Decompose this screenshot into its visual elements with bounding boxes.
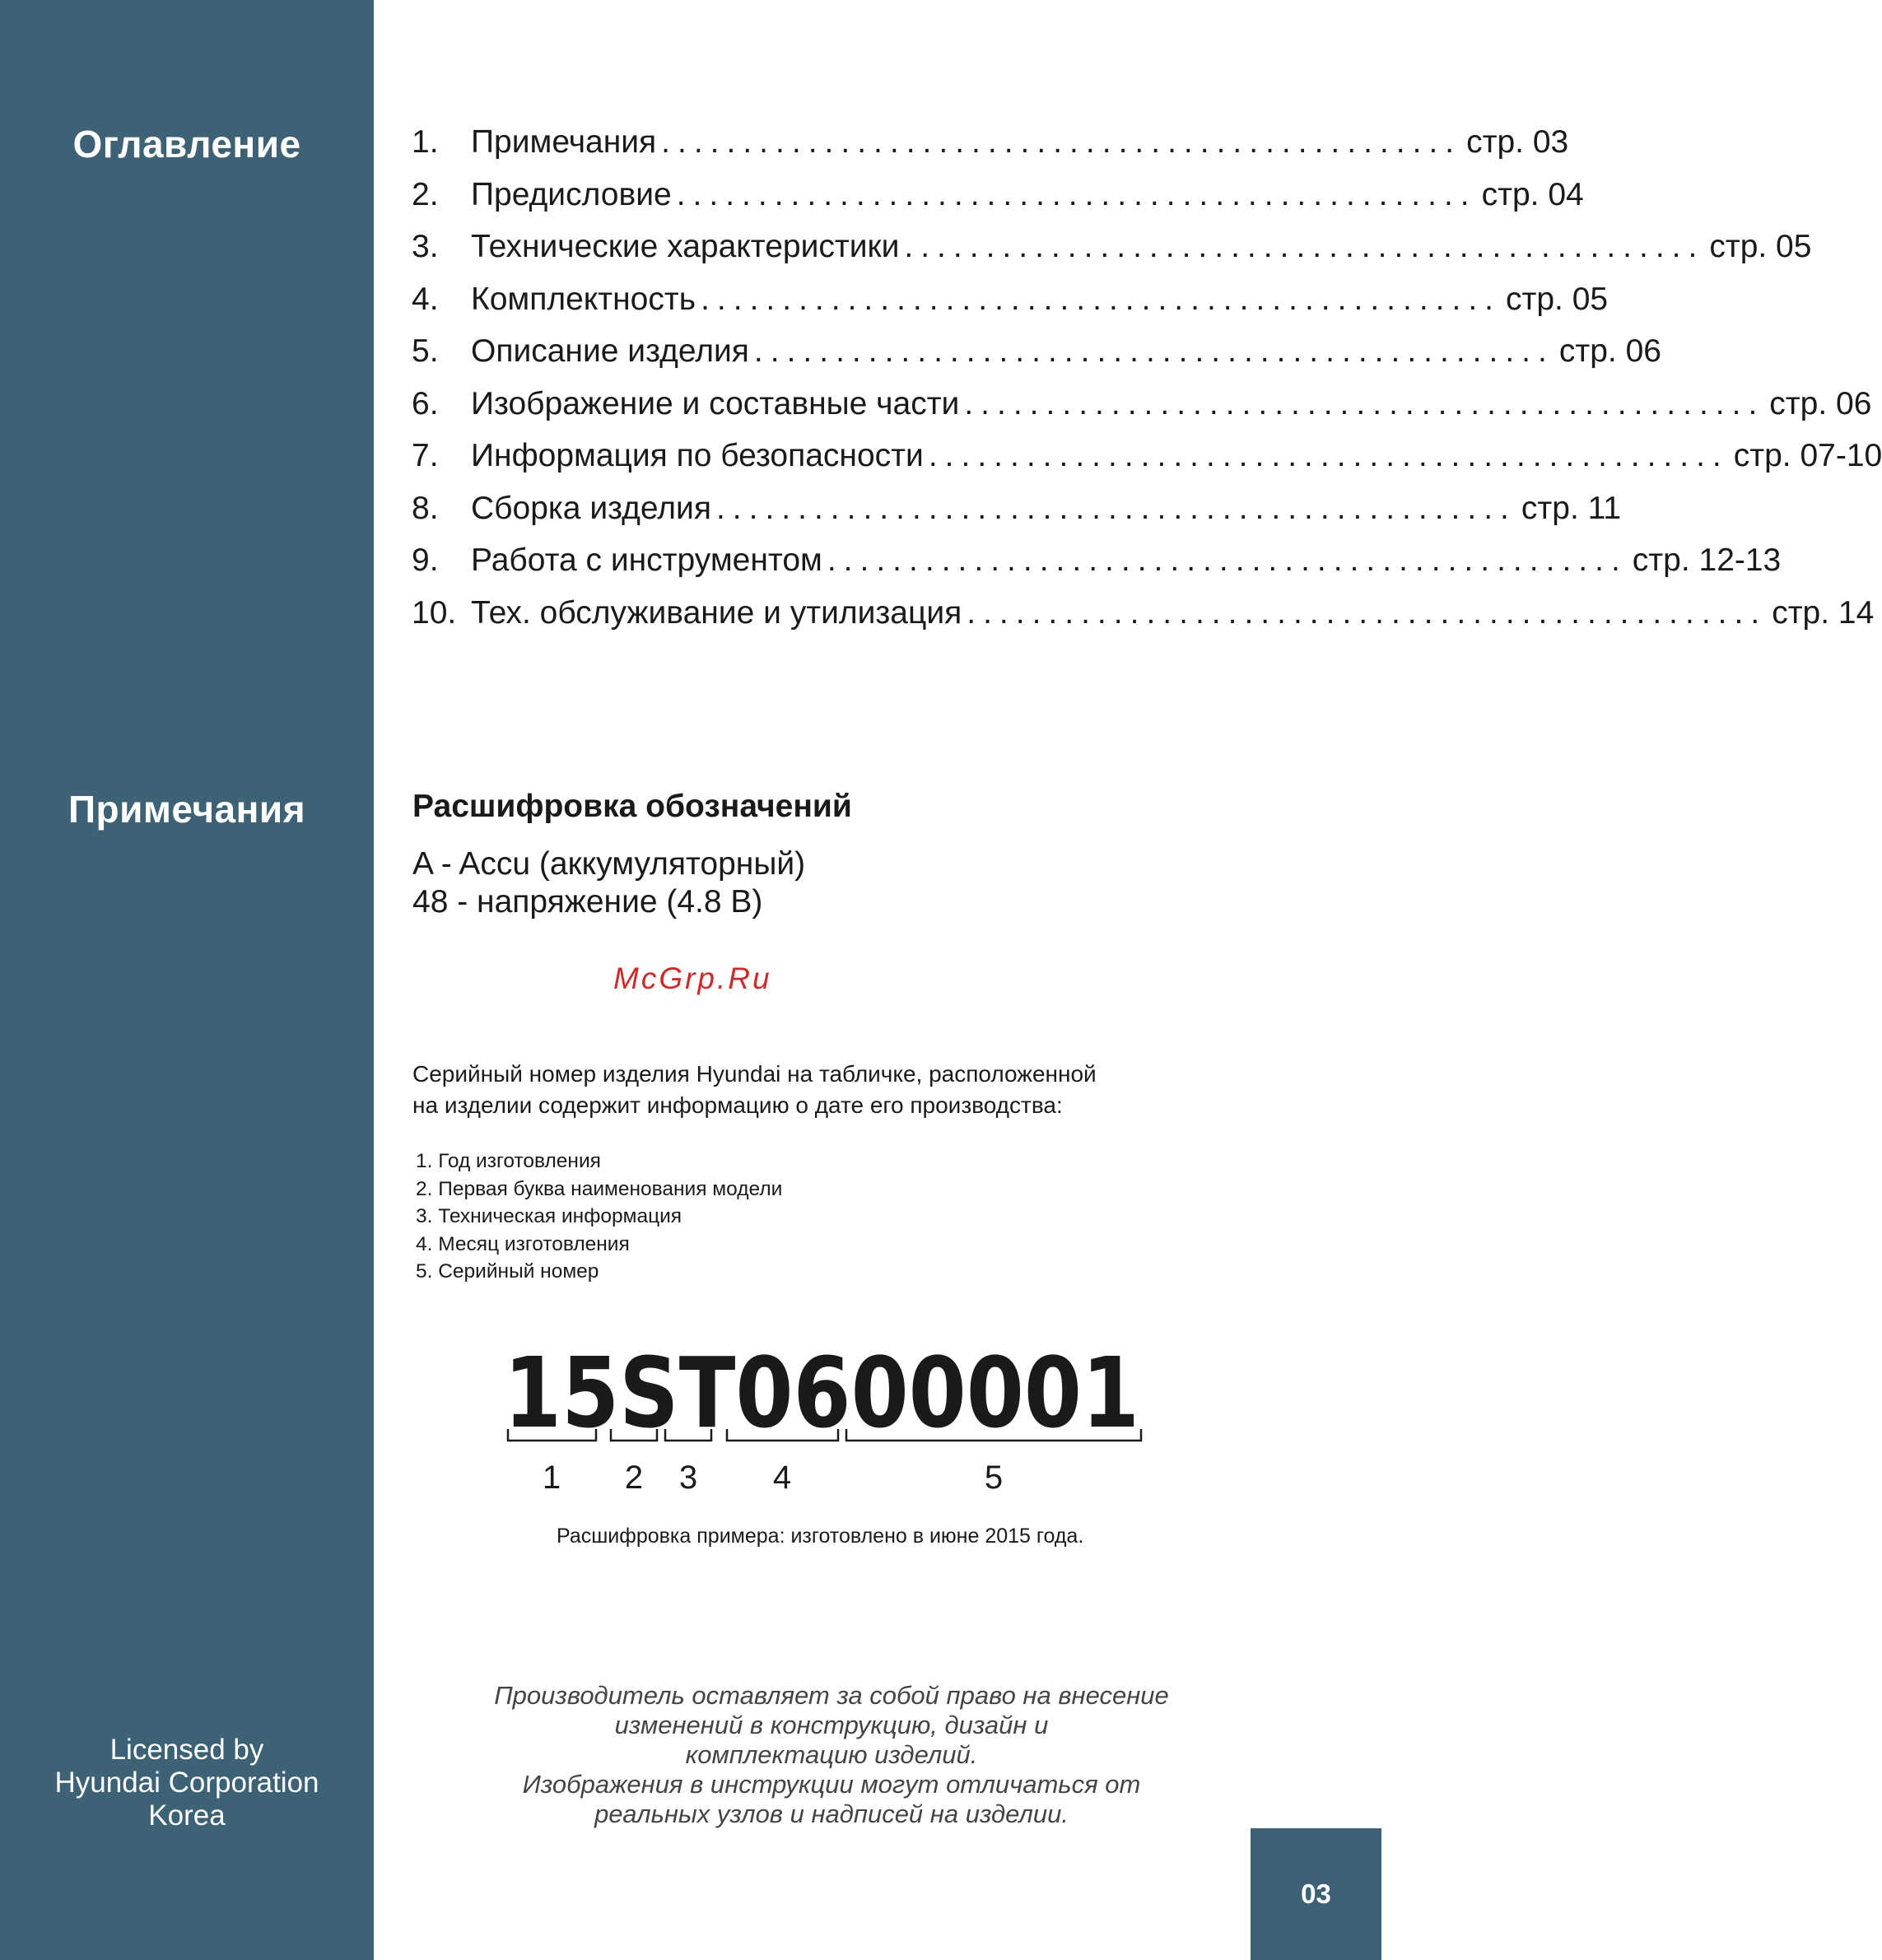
toc-title: Сборка изделия xyxy=(471,490,711,526)
list-item: 1. Год изготовления xyxy=(416,1150,601,1172)
serial-number-diagram xyxy=(494,1332,1153,1505)
toc-number: 9. xyxy=(412,542,439,578)
license-text xyxy=(0,1734,374,1832)
toc-entry[interactable] xyxy=(412,229,1812,282)
toc-leader-dots: ................................................. xyxy=(904,229,1705,264)
toc-number: 10. xyxy=(412,594,457,631)
toc-entry[interactable] xyxy=(412,333,1661,386)
serial-intro-line: на изделии содержит информацию о дате его производства: xyxy=(412,1092,1063,1118)
toc-entry[interactable] xyxy=(412,176,1584,230)
list-item: 5. Серийный номер xyxy=(416,1260,599,1283)
toc-title: Описание изделия xyxy=(471,333,749,369)
toc-page: стр. 07-10 xyxy=(1733,438,1882,473)
list-item: 2. Первая буква наименования модели xyxy=(416,1177,783,1200)
toc-entry[interactable] xyxy=(412,594,1875,648)
legend-line: 48 - напряжение (4.8 В) xyxy=(412,884,763,919)
notes-heading: Примечания xyxy=(68,788,306,831)
toc-page: стр. 06 xyxy=(1558,333,1661,369)
serial-intro-line: Серийный номер изделия Hyundai на табличке, расположенной xyxy=(412,1061,1097,1087)
toc-page: стр. 04 xyxy=(1481,176,1584,212)
example-note: Расшифровка примера: изготовлено в июне 2015 года. xyxy=(557,1525,1084,1548)
disclaimer-line: реальных узлов и надписей на изделии. xyxy=(594,1799,1069,1828)
disclaimer-line: Производитель оставляет за собой право на внесение xyxy=(494,1681,1169,1710)
toc-number: 7. xyxy=(412,438,439,473)
page-number-badge xyxy=(1251,1828,1381,1960)
toc-title: Комплектность xyxy=(471,281,696,317)
list-item: 4. Месяц изготовления xyxy=(416,1232,630,1255)
toc-page: стр. 06 xyxy=(1769,385,1872,421)
disclaimer-line: Изображения в инструкции могут отличаться от xyxy=(522,1770,1141,1799)
serial-number-example: 15ST0600001 xyxy=(504,1336,1139,1450)
toc-title: Работа с инструментом xyxy=(471,542,822,578)
toc-entry[interactable] xyxy=(412,281,1609,334)
toc-number: 2. xyxy=(412,176,439,212)
toc-page: стр. 05 xyxy=(1506,281,1609,317)
toc-number: 5. xyxy=(412,333,439,369)
serial-items-list xyxy=(416,1148,782,1286)
toc-page: стр. 11 xyxy=(1521,490,1622,526)
toc-title: Тех. обслуживание и утилизация xyxy=(471,594,962,631)
toc-page: стр. 03 xyxy=(1466,124,1569,160)
toc-leader-dots: ................................................. xyxy=(827,542,1628,578)
license-line: Licensed by xyxy=(109,1734,264,1766)
toc-title: Примечания xyxy=(471,124,657,160)
sidebar xyxy=(0,0,374,1960)
toc-page: стр. 05 xyxy=(1709,229,1812,264)
toc-number: 4. xyxy=(412,281,439,317)
disclaimer-line: комплектацию изделий. xyxy=(685,1740,978,1769)
disclaimer xyxy=(428,1681,1235,1829)
toc-title: Технические характеристики xyxy=(471,229,900,264)
toc-entry[interactable] xyxy=(412,490,1622,543)
toc-leader-dots: ................................................. xyxy=(753,333,1554,369)
group-label: 3 xyxy=(678,1460,698,1496)
group-label: 5 xyxy=(984,1460,1004,1496)
watermark: McGrp.Ru xyxy=(613,961,772,995)
page-number: 03 xyxy=(1301,1879,1331,1909)
toc-page: стр. 12-13 xyxy=(1632,542,1782,578)
license-line: Korea xyxy=(148,1799,226,1832)
toc-leader-dots: ................................................. xyxy=(676,176,1477,212)
serial-intro xyxy=(412,1059,1236,1121)
toc-page: стр. 14 xyxy=(1772,594,1875,631)
legend-line: A - Accu (аккумуляторный) xyxy=(412,846,806,882)
toc-leader-dots: ................................................. xyxy=(715,490,1516,526)
group-label: 1 xyxy=(542,1460,561,1496)
toc-title: Предисловие xyxy=(471,176,672,212)
toc-number: 1. xyxy=(412,124,439,160)
toc-entry[interactable] xyxy=(412,438,1882,491)
toc-entry[interactable] xyxy=(412,542,1782,595)
toc-number: 3. xyxy=(412,229,439,264)
toc-leader-dots: ................................................. xyxy=(928,438,1729,473)
license-line: Hyundai Corporation xyxy=(54,1767,319,1799)
toc-title: Изображение и составные части xyxy=(471,385,960,421)
group-label: 2 xyxy=(624,1460,644,1496)
toc-leader-dots: ................................................. xyxy=(661,124,1462,160)
toc-leader-dots: ................................................. xyxy=(967,594,1768,631)
toc-number: 8. xyxy=(412,490,439,526)
toc-title: Информация по безопасности xyxy=(471,438,924,473)
table-of-contents xyxy=(412,124,1882,647)
group-label: 4 xyxy=(772,1460,792,1496)
toc-leader-dots: ................................................. xyxy=(701,281,1501,317)
toc-entry[interactable] xyxy=(412,124,1569,177)
toc-leader-dots: ................................................. xyxy=(964,385,1765,421)
disclaimer-line: изменений в конструкцию, дизайн и xyxy=(614,1711,1049,1739)
list-item: 3. Техническая информация xyxy=(416,1205,682,1227)
notes-title: Расшифровка обозначений xyxy=(412,789,852,824)
toc-number: 6. xyxy=(412,385,439,421)
toc-entry[interactable] xyxy=(412,385,1872,439)
toc-heading: Оглавление xyxy=(72,123,301,165)
